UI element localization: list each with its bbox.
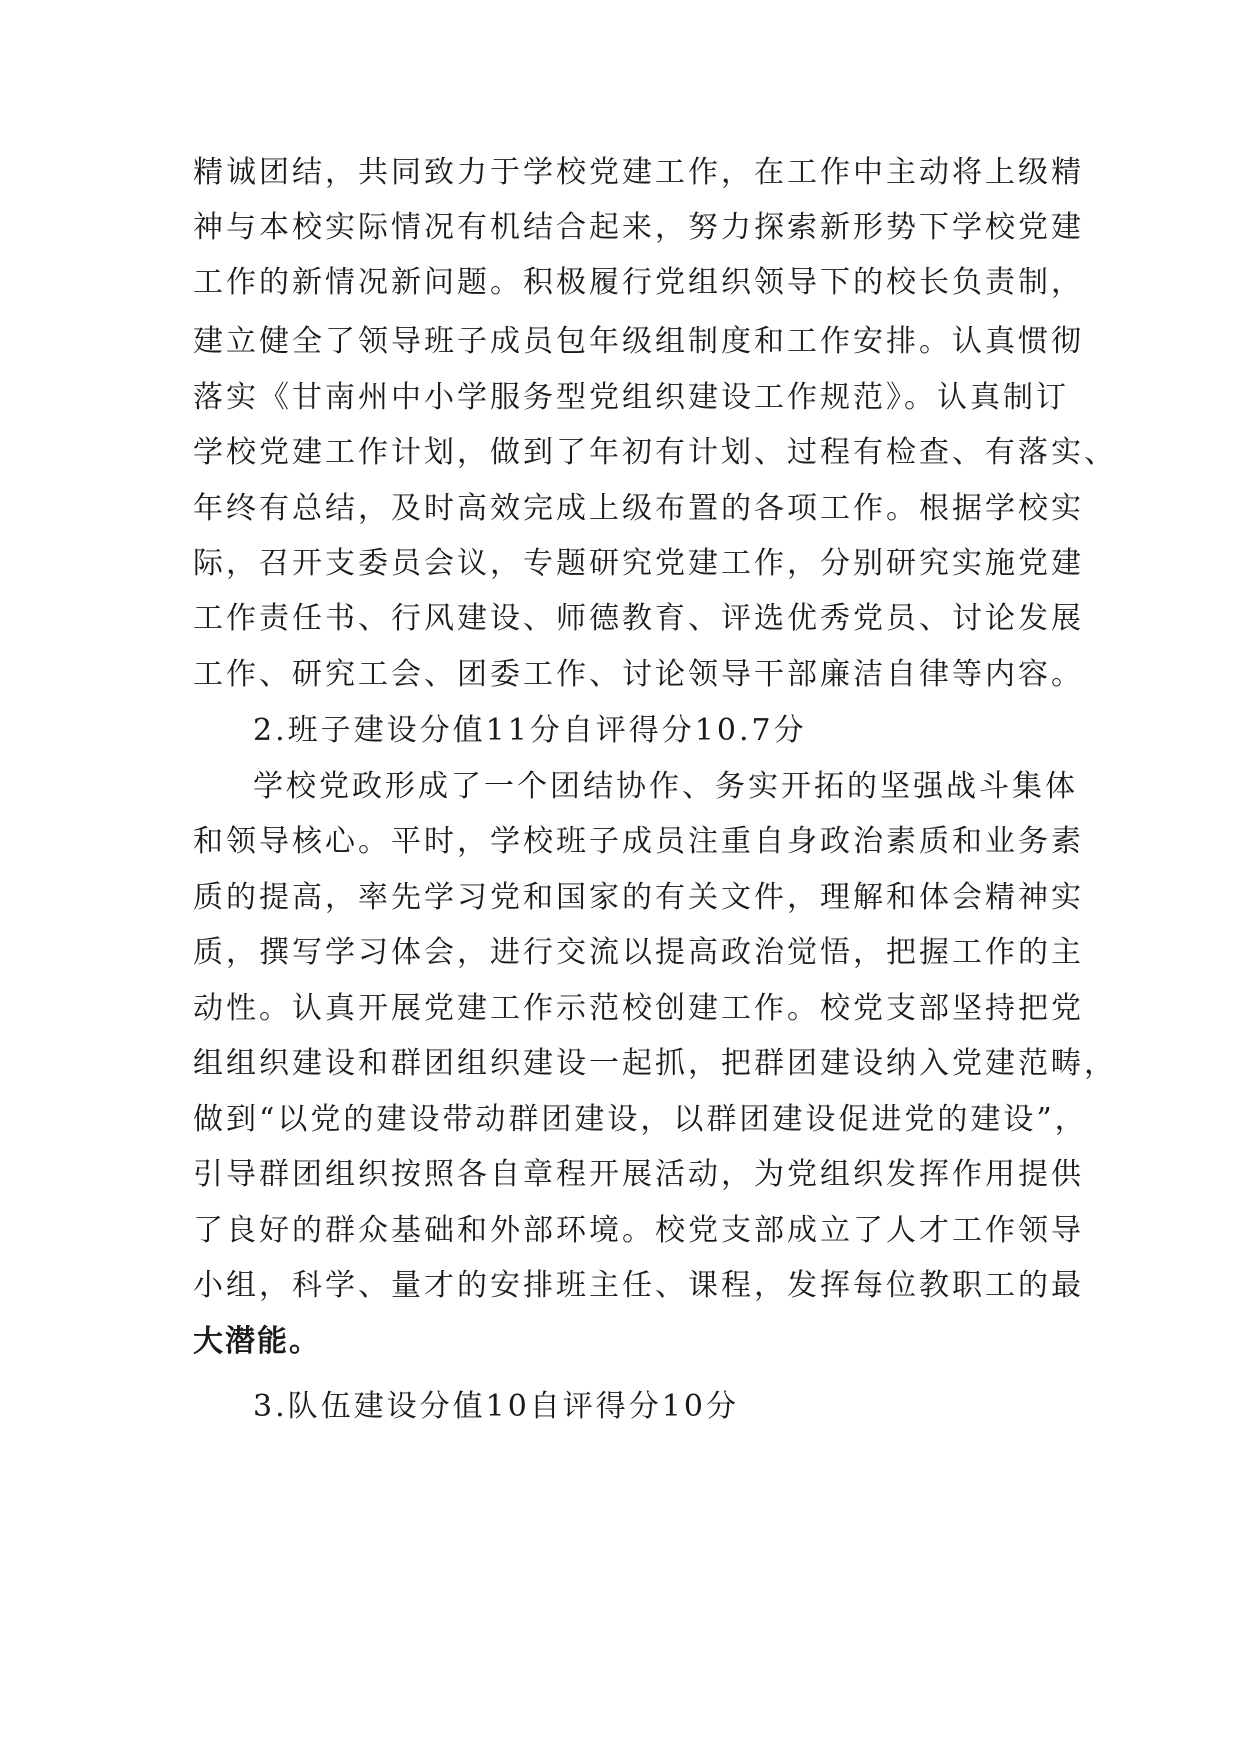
text-line: 学校党政形成了一个团结协作、务实开拓的坚强战斗集体 — [253, 769, 1078, 804]
text-line: 质的提高，率先学习党和国家的有关文件，理解和体会精神实 — [193, 880, 1084, 915]
text-line: 小组，科学、量才的安排班主任、课程，发挥每位教职工的最 — [193, 1268, 1084, 1303]
text-line: 组组织建设和群团组织建设一起抓，把群团建设纳入党建范畴， — [193, 1046, 1117, 1081]
text-line: 和领导核心。平时，学校班子成员注重自身政治素质和业务素 — [193, 824, 1084, 859]
text-line: 建立健全了领导班子成员包年级组制度和工作安排。认真惯彻 — [193, 324, 1084, 359]
text-line: 落实《甘南州中小学服务型党组织建设工作规范》。认真制订 — [193, 380, 1069, 415]
text-line: 学校党建工作计划，做到了年初有计划、过程有检查、有落实、 — [193, 435, 1117, 470]
text-line: 做到“以党的建设带动群团建设，以群团建设促进党的建设”， — [193, 1102, 1088, 1137]
section-heading-3: 3.队伍建设分值10自评得分10分 — [253, 1389, 739, 1424]
text-line: 神与本校实际情况有机结合起来，努力探索新形势下学校党建 — [193, 210, 1084, 245]
text-line: 际，召开支委员会议，专题研究党建工作，分别研究实施党建 — [193, 546, 1084, 581]
text-line: 精诚团结，共同致力于学校党建工作，在工作中主动将上级精 — [193, 155, 1084, 190]
text-line: 年终有总结，及时高效完成上级布置的各项工作。根据学校实 — [193, 491, 1084, 526]
text-line: 工作的新情况新问题。积极履行党组织领导下的校长负责制， — [193, 265, 1084, 300]
section-heading-2: 2.班子建设分值11分自评得分10.7分 — [253, 713, 807, 748]
text-line: 引导群团组织按照各自章程开展活动，为党组织发挥作用提供 — [193, 1157, 1084, 1192]
text-line: 动性。认真开展党建工作示范校创建工作。校党支部坚持把党 — [193, 991, 1084, 1026]
text-line: 工作责任书、行风建设、师德教育、评选优秀党员、讨论发展 — [193, 601, 1084, 636]
text-line: 工作、研究工会、团委工作、讨论领导干部廉洁自律等内容。 — [193, 657, 1084, 692]
text-line: 了良好的群众基础和外部环境。校党支部成立了人才工作领导 — [193, 1213, 1084, 1248]
text-line: 质，撰写学习体会，进行交流以提高政治觉悟，把握工作的主 — [193, 935, 1084, 970]
text-line: 大潜能。 — [193, 1324, 321, 1359]
